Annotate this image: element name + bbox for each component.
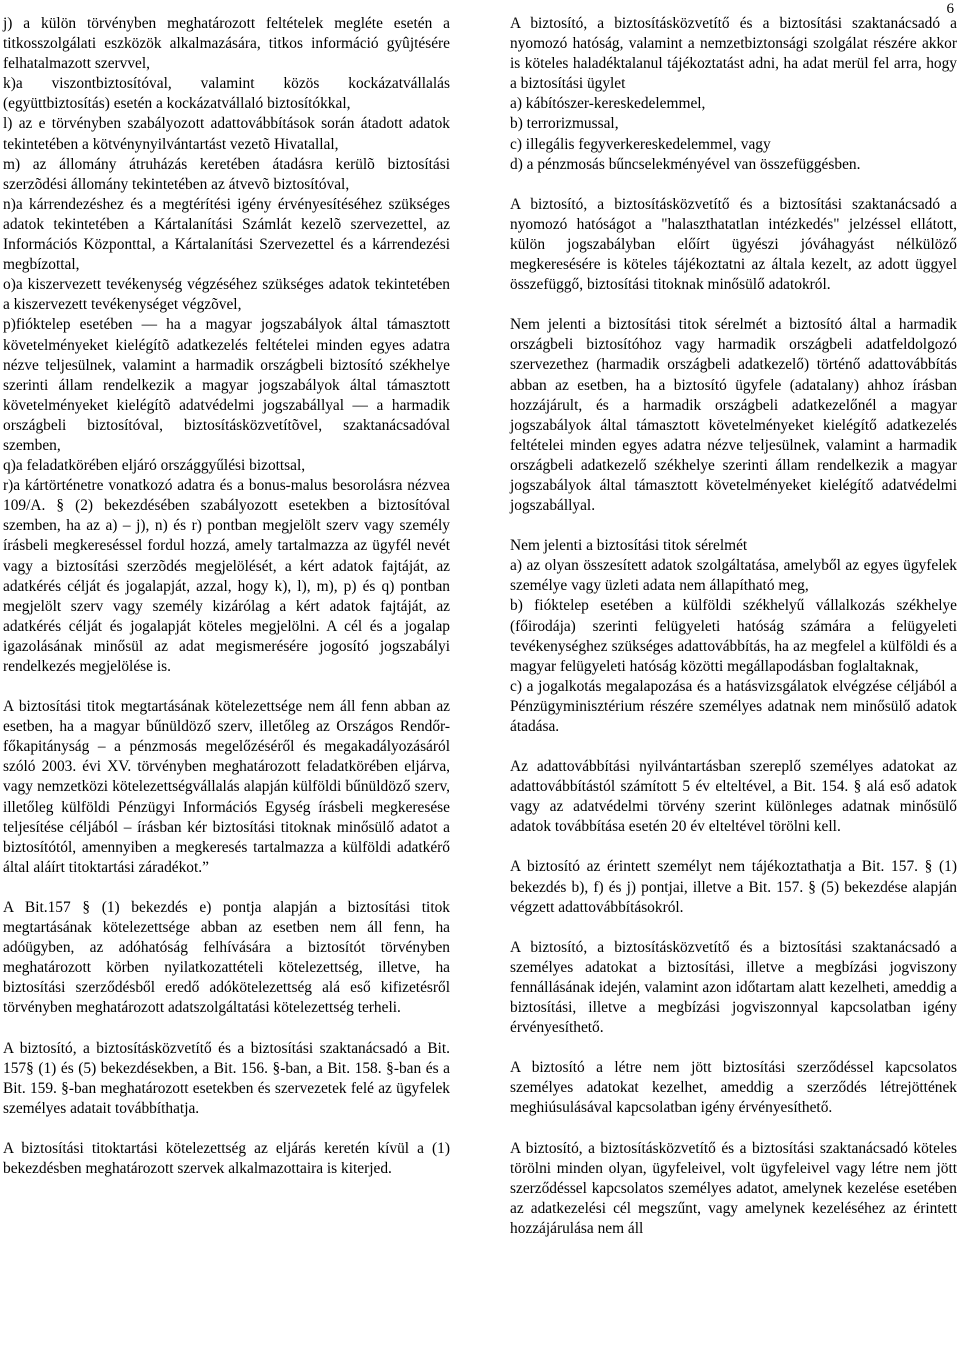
right-column [510,14,957,1239]
list-item: n)a kárrendezéshez és a megtérítési igény érvényesítéséhez szükséges adatok tekintetében a Kártalanítási Számlát kezelõ szervezettel, az Információs Központtal, a Kártalanítási Szervezettel és a kárrendezési megbízottal, [3,195,450,274]
intro-text: A biztosító, a biztosításközvetítő és a biztosítási szaktanácsadó a nyomozó hatóság, valamint a nemzetbiztonsági szolgálat részére akkor is köteles haladéktalanul tájékoztatást adni, ha adat merül fel arra, hogy a biztosítási ügylet [510,15,957,93]
paragraph: A biztosító, a biztosításközvetítő és a biztosítási szaktanácsadó köteles törölni minden olyan, ügyfeleivel, volt ügyfeleivel vagy létre nem jött szerződéssel kapcsolatos személyes adatot, amelynek kezelése esetében az adatkezelési cél megszűnt, vagy amelynek kezeléséhez az érintett hozzájárulása nem áll [510,1139,957,1237]
intro-block [510,14,957,175]
paragraph: A biztosítási titoktartási kötelezettség az eljárás keretén kívül a (1) bekezdésben meghatározott szervek alkalmazottaira is kiterjed. [3,1139,450,1177]
paragraph: Nem jelenti a biztosítási titok sérelmét a biztosító által a harmadik országbeli biztosítóhoz vagy harmadik országbeli adatfeldolgozó szervezethez (harmadik országbeli adatkezelő) történő adattovábbítás abban az esetben, ha a biztosító ügyfele (adatalany) ahhoz írásban hozzájárult, és a harmadik országbeli adatkezelőnél a magyar jogszabályok által támasztott követelményeket kielégítő adatkezelés feltételei minden egyes adatra nézve teljesülnek, valamint a harmadik országbeli adatkezelő székhelye szerinti állam rendelkezik a magyar jogszabályok által támasztott követelményeket kielégítő adatvédelmi jogszabállyal. [510,316,957,515]
paragraph: A biztosító, a biztosításközvetítő és a biztosítási szaktanácsadó a személyes adatokat a biztosítási, illetve a megbízási jogviszony fennállásának idején, valamint azon időtartam alatt kezelheti, ameddig a biztosítási, illetve a megbízási jogviszonnyal kapcsolatban igény érvényesíthető. [510,938,957,1037]
left-column [3,14,450,1199]
list-item: m) az állomány átruházás keretében átadásra kerülõ biztosítási szerzõdési állomány tekintetében az átvevõ biztosítóval, [3,155,450,193]
not-breach-title: Nem jelenti a biztosítási titok sérelmét [510,537,748,555]
paragraph: A biztosító, a biztosításközvetítő és a biztosítási szaktanácsadó a nyomozó hatóságot a "halaszthatatlan intézkedés" jelzéssel ellátott, külön jogszabályban előírt ügyészi jóváhagyást nélkülöző megkeresésére is köteles tájékoztatni az általa kezelt, az adott üggyel összefüggő, biztosítási titoknak minősülő adatokról. [510,195,957,294]
paragraph: A biztosító a létre nem jött biztosítási szerződéssel kapcsolatos személyes adatokat kezelhet, ameddig a szerződés létrejöttének meghiúsulásával kapcsolatban igény érvényesíthető. [510,1059,957,1117]
list-item: c) a jogalkotás megalapozása és a hatásvizsgálatok elvégzése céljából a Pénzügyminisztérium részére személyes adatnak nem minősülő adatok átadása. [510,677,957,735]
paragraph: A biztosító az érintett személyt nem tájékoztathatja a Bit. 157. § (1) bekezdés b), f) és j) pontjai, illetve a Bit. 157. § (5) bekezdése alapján végzett adattovábbításokról. [510,858,957,916]
list-item: p)fióktelep esetében — ha a magyar jogszabályok által támasztott követelményeket kielégítõ adatkezelés feltételei minden egyes adatra nézve teljesülnek, valamint a harmadik országbeli biztosító székhelye szerinti állam rendelkezik a magyar jogszabályok által támasztott követelményeket kielégítõ adatvédelmi jogszabállyal — a harmadik országbeli biztosítóval, biztosításközvetítõvel, szaktanácsadóval szemben, [3,316,450,454]
paragraph: A Bit.157 § (1) bekezdés e) pontja alapján a biztosítási titok megtartásának kötelezettsége abban az esetben nem áll fenn, ha adóügyben, az adóhatóság felhívására a biztosítót törvényben meghatározott körben nyilatkozattételi kötelezettség, illetve, ha biztosítási szerződésből eredő adókötelezettség alá eső kifizetésről törvényben meghatározott adatszolgáltatási kötelezettség terheli. [3,898,450,1017]
list-item: q)a feladatkörében eljáró országgyűlési bizottsal, [3,457,306,475]
list-item: l) az e törvényben szabályozott adattovábbítások során átadott adatok tekintetében a kötvénynyilvántartást vezetõ Hivatallal, [3,115,450,153]
list-item: d) a pénzmosás bűncselekményével van összefüggésben. [510,155,861,173]
list-block [3,14,450,677]
list-item: b) fióktelep esetében a külföldi székhelyű vállalkozás székhelye (főirodája) szerinti felügyeleti hatóság számára a felügyeleti tevékenységhez szükséges adattovábbítás, ha az megfelel a külföldi és a magyar felügyeleti hatóság közötti megállapodásban foglaltaknak, [510,597,957,675]
list-item: a) kábítószer-kereskedelemmel, [510,95,706,113]
not-breach-block [510,536,957,737]
list-item: r)a kártörténetre vonatkozó adatra és a bonus-malus besorolásra nézvea 109/A. § (2) bekezdésében szabályozott esetekben a biztosítóval szemben, ha az a) – j), n) és r) pontban megjelölt szerv vagy személy írásbeli megkereséssel fordul hozzá, amely tartalmazza az ügyfél nevét vagy a biztosítási szerzõdés megjelölését, a kért adatok fajtáját, az adatkérés célját és jogalapját, azzal, hogy k), l), m), p) és q) pontban megjelölt szerv vagy személy kizárólag a kért adatok fajtáját, az adatkérés célját és jogalapját köteles megjelölni. A cél és a jogalap igazolásának minősül az adat megismerésére jogosító jogszabályi rendelkezés megjelölése is. [3,477,450,675]
list-item: c) illegális fegyverkereskedelemmel, vagy [510,135,771,153]
paragraph: Az adattovábbítási nyilvántartásban szereplő személyes adatokat az adattovábbítástól számított 5 év elteltével, a Bit. 154. § alá eső adatok vagy az adatvédelmi törvény szerint különleges adatnak minősülő adatok továbbítása esetén 20 év elteltével törölni kell. [510,758,957,836]
page-number: 6 [946,1,954,17]
paragraph: A biztosító, a biztosításközvetítő és a biztosítási szaktanácsadó a Bit. 157§ (1) és (5) bekezdésekben, a Bit. 156. §-ban, a Bit. 158. §-ban és a Bit. 159. §-ban meghatározott esetekben és szervezetek felé az ügyfelek személyes adatait továbbíthatja. [3,1039,450,1117]
paragraph: A biztosítási titok megtartásának kötelezettsége nem áll fenn abban az esetben, ha a magyar bűnüldöző szerv, illetőleg az Országos Rendőr-főkapitányság – a pénzmosás megelőzéséről és megakadályozásáról szóló 2003. évi XV. törvényben meghatározott feladatkörében eljárva, vagy nemzetközi kötelezettségvállalás alapján külföldi bűnüldöző szerv, illetőleg külföldi Pénzügyi Információs Egység írásbeli megkeresése teljesítése céljából – írásban kér biztosítási titoknak minősülő adatot a biztosítótól, amennyiben a megkeresés tartalmazza a külföldi adatkérő által aláírt titoktartási záradékot.” [3,698,450,876]
list-item: k)a viszontbiztosítóval, valamint közös kockázatvállalás (együttbiztosítás) esetén a kockázatvállaló biztosítókkal, [3,75,450,113]
list-item: o)a kiszervezett tevékenység végzéséhez szükséges adatok tekintetében a kiszervezett tevékenységet végzõvel, [3,276,450,314]
list-item: j) a külön törvényben meghatározott feltételek megléte esetén a titkosszolgálati eszközök alkalmazására, titkos információ gyûjtésére felhatalmazott szervvel, [3,15,450,73]
list-item: a) az olyan összesített adatok szolgáltatása, amelyből az egyes ügyfelek személye vagy üzleti adata nem állapítható meg, [510,557,957,595]
list-item: b) terrorizmussal, [510,115,619,133]
